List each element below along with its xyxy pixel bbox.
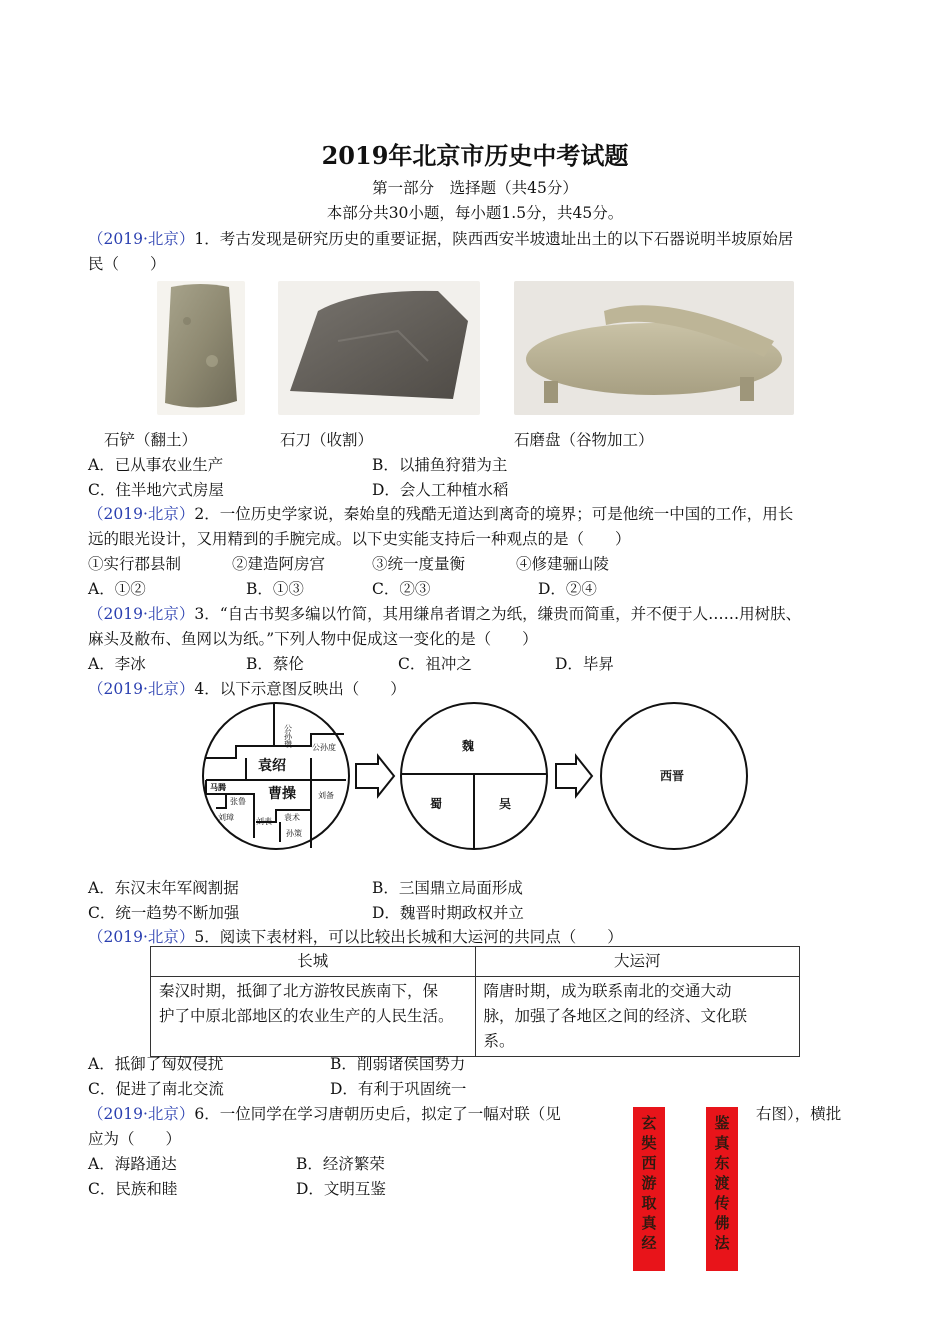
table-cell-grand-canal: 隋唐时期，成为联系南北的交通大动 脉，加强了各地区之间的经济、文化联 系。 (475, 977, 800, 1057)
map-label-gongsun-zan: 公孙瓒 (283, 724, 293, 748)
question-4: （2019·北京）4．以下示意图反映出（ ） (88, 680, 406, 698)
question-2: （2019·北京）2．一位历史学家说，秦始皇的残酷无道达到离奇的境界；可是他统一中国的工作，用长 (88, 505, 794, 523)
question-5: （2019·北京）5．阅读下表材料，可以比较出长城和大运河的共同点（ ） (88, 928, 623, 946)
question-6-tail: 右图），横批 (756, 1105, 842, 1123)
q4-option-c[interactable]: C．统一趋势不断加强 (88, 904, 240, 922)
q5-option-a[interactable]: A．抵御了匈奴侵扰 (88, 1055, 224, 1073)
table-cell-great-wall: 秦汉时期，抵御了北方游牧民族南下，保 护了中原北部地区的农业生产的人民生活。 (151, 977, 476, 1057)
comparison-table (150, 946, 800, 1057)
section-note: 本部分共30小题，每小题1.5分，共45分。 (326, 204, 624, 222)
map-label-zhang-lu: 张鲁 (230, 797, 246, 806)
map-label-yuan-shu: 袁术 (284, 813, 300, 822)
q5-option-b[interactable]: B．削弱诸侯国势力 (330, 1055, 466, 1073)
q4-option-a[interactable]: A．东汉末年军阀割据 (88, 879, 239, 897)
map-label-liu-biao: 刘表 (256, 817, 272, 826)
q6-option-c[interactable]: C．民族和睦 (88, 1180, 178, 1198)
q2-item-1: ①实行郡县制 (88, 555, 182, 573)
map-label-cao-cao: 曹操 (268, 786, 296, 802)
question-2-cont: 远的眼光设计，又用精到的手腕完成。以下史实能支持后一种观点的是（ ） (88, 530, 631, 548)
q6-option-d[interactable]: D．文明互鉴 (296, 1180, 386, 1198)
q5-option-d[interactable]: D．有利于巩固统一 (330, 1080, 467, 1098)
q4-option-b[interactable]: B．三国鼎立局面形成 (372, 879, 523, 897)
question-1: （2019·北京）1．考古发现是研究历史的重要证据，陕西西安半坡遗址出土的以下石器说明半坡原始居 (88, 230, 794, 248)
map-label-wu: 吴 (499, 797, 512, 811)
map-label-liu-zhang: 刘璋 (218, 813, 234, 822)
section-heading: 第一部分 选择题（共45分） (372, 179, 578, 197)
q1-option-b[interactable]: B．以捕鱼狩猎为主 (372, 456, 508, 474)
map-label-wei: 魏 (462, 739, 475, 753)
q3-option-a[interactable]: A．李冰 (88, 655, 146, 673)
q1-option-a[interactable]: A．已从事农业生产 (88, 456, 224, 474)
caption-stone-knife: 石刀（收割） (280, 431, 374, 449)
q2-option-d[interactable]: D．②④ (538, 580, 597, 598)
map-label-liu-bei: 刘备 (318, 791, 334, 800)
map-label-western-jin: 西晋 (660, 769, 685, 783)
map-label-gongsun-du: 公孙度 (312, 743, 336, 752)
q2-item-4: ④修建骊山陵 (516, 555, 610, 573)
page-title: 2019年北京市历史中考试题 (321, 141, 629, 170)
question-3: （2019·北京）3．“自古书契多编以竹简，其用缣帛者谓之为纸，缣贵而简重，并不便于人……用树肤、 (88, 605, 802, 623)
map-label-sun-ce: 孙策 (286, 829, 302, 838)
dynasty-diagram (196, 698, 756, 856)
source-tag: （2019·北京） (88, 230, 195, 248)
q2-option-b[interactable]: B．①③ (246, 580, 304, 598)
caption-grinding-slab: 石磨盘（谷物加工） (514, 431, 654, 449)
table-header-grand-canal: 大运河 (475, 947, 800, 977)
q6-option-b[interactable]: B．经济繁荣 (296, 1155, 385, 1173)
q5-option-c[interactable]: C．促进了南北交流 (88, 1080, 224, 1098)
q6-option-a[interactable]: A．海路通达 (88, 1155, 177, 1173)
couplet-right-scroll: 鉴 真 东 渡 传 佛 法 (706, 1107, 738, 1271)
stone-shovel-image (157, 281, 245, 415)
q3-option-d[interactable]: D．毕昇 (555, 655, 614, 673)
table-header-great-wall: 长城 (151, 947, 476, 977)
q2-option-c[interactable]: C．②③ (372, 580, 431, 598)
grinding-slab-image (514, 281, 794, 415)
question-6-cont: 应为（ ） (88, 1130, 182, 1148)
q2-option-a[interactable]: A．①② (88, 580, 146, 598)
stone-knife-image (278, 281, 480, 415)
q3-option-b[interactable]: B．蔡伦 (246, 655, 304, 673)
caption-stone-shovel: 石铲（翻土） (104, 431, 198, 449)
map-label-yuan-shao: 袁绍 (258, 758, 286, 774)
q4-option-d[interactable]: D．魏晋时期政权并立 (372, 904, 524, 922)
q1-option-c[interactable]: C．住半地穴式房屋 (88, 481, 224, 499)
q2-item-3: ③统一度量衡 (372, 555, 466, 573)
q2-item-2: ②建造阿房宫 (232, 555, 326, 573)
map-label-ma-teng: 马腾 (210, 782, 226, 792)
q3-option-c[interactable]: C．祖冲之 (398, 655, 472, 673)
question-3-cont: 麻头及敝布、鱼网以为纸。”下列人物中促成这一变化的是（ ） (88, 630, 538, 648)
map-label-shu: 蜀 (430, 797, 443, 811)
question-6: （2019·北京）6．一位同学在学习唐朝历史后，拟定了一幅对联（见 (88, 1105, 561, 1123)
question-1-cont: 民（ ） (88, 255, 166, 273)
couplet-left-scroll: 玄 奘 西 游 取 真 经 (633, 1107, 665, 1271)
q1-option-d[interactable]: D．会人工种植水稻 (372, 481, 509, 499)
